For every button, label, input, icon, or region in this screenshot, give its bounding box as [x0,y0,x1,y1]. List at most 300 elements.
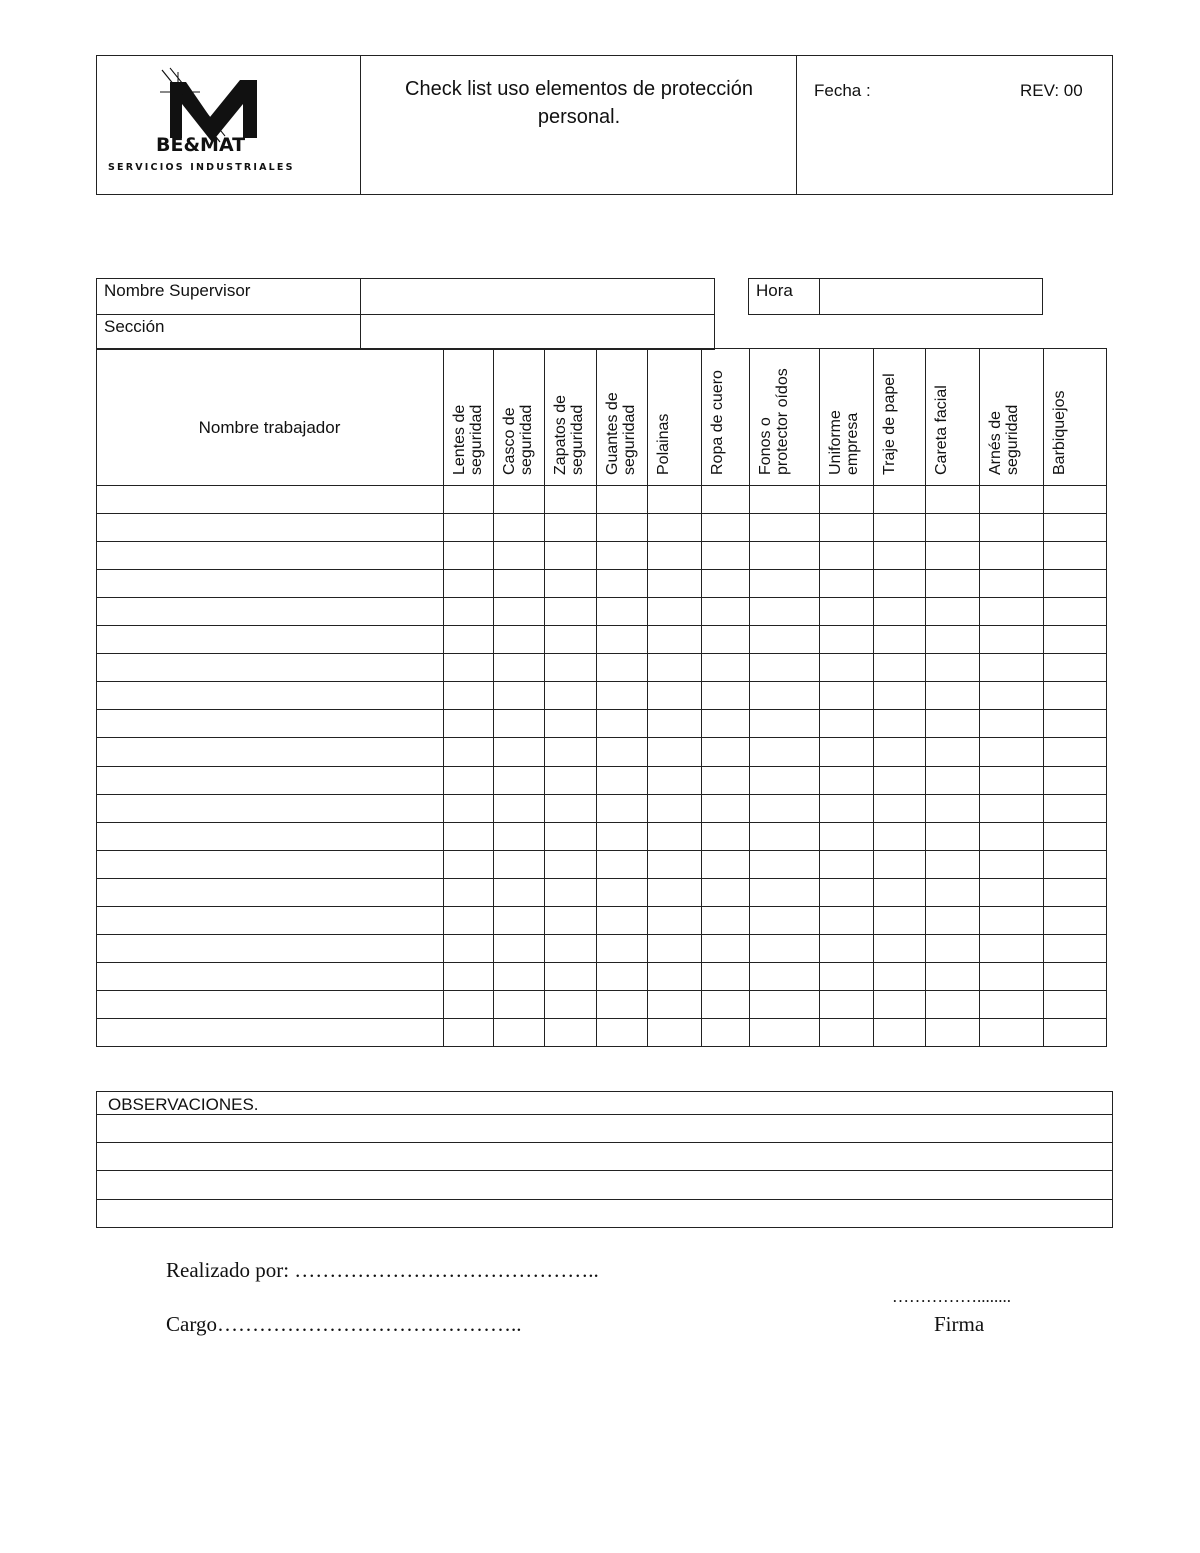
check-cell[interactable] [751,908,817,932]
worker-name-cell[interactable] [98,627,441,651]
check-cell[interactable] [875,711,923,735]
check-cell[interactable] [598,711,645,735]
check-cell[interactable] [445,768,491,792]
check-cell[interactable] [703,852,747,876]
check-cell[interactable] [445,627,491,651]
check-cell[interactable] [751,852,817,876]
check-cell[interactable] [598,571,645,595]
check-cell[interactable] [875,796,923,820]
check-cell[interactable] [495,908,542,932]
check-cell[interactable] [703,739,747,763]
check-cell[interactable] [821,487,871,511]
logo-tagline: SERVICIOS INDUSTRIALES [108,162,295,173]
check-cell[interactable] [546,655,594,679]
check-cell[interactable] [875,683,923,707]
check-cell[interactable] [598,880,645,904]
check-cell[interactable] [927,599,977,623]
check-cell[interactable] [875,908,923,932]
check-cell[interactable] [1045,964,1105,988]
check-cell[interactable] [875,599,923,623]
check-cell[interactable] [751,796,817,820]
check-cell[interactable] [751,992,817,1016]
worker-name-cell[interactable] [98,908,441,932]
check-cell[interactable] [445,796,491,820]
header-divider-2 [796,55,797,195]
check-cell[interactable] [927,1020,977,1044]
check-cell[interactable] [495,936,542,960]
check-cell[interactable] [598,487,645,511]
check-cell[interactable] [751,711,817,735]
check-cell[interactable] [546,515,594,539]
check-cell[interactable] [649,852,699,876]
worker-name-cell[interactable] [98,796,441,820]
check-cell[interactable] [751,571,817,595]
check-cell[interactable] [649,627,699,651]
check-cell[interactable] [598,1020,645,1044]
check-cell[interactable] [751,964,817,988]
check-cell[interactable] [1045,627,1105,651]
check-cell[interactable] [1045,683,1105,707]
check-cell[interactable] [445,571,491,595]
firma-label: Firma [934,1312,985,1336]
check-cell[interactable] [751,683,817,707]
check-cell[interactable] [927,880,977,904]
check-cell[interactable] [546,1020,594,1044]
check-cell[interactable] [875,880,923,904]
check-cell[interactable] [546,992,594,1016]
check-cell[interactable] [927,796,977,820]
check-cell[interactable] [445,683,491,707]
column-divider [819,348,820,1046]
check-cell[interactable] [821,824,871,848]
check-cell[interactable] [821,1020,871,1044]
check-cell[interactable] [751,1020,817,1044]
check-cell[interactable] [495,992,542,1016]
check-cell[interactable] [927,571,977,595]
supervisor-field[interactable] [362,280,712,313]
check-cell[interactable] [751,824,817,848]
worker-name-cell[interactable] [98,739,441,763]
column-divider [979,348,980,1046]
column-header: Guantes de seguridad [604,392,638,475]
check-cell[interactable] [1045,1020,1105,1044]
check-cell[interactable] [703,515,747,539]
check-cell[interactable] [598,683,645,707]
check-cell[interactable] [981,515,1041,539]
check-cell[interactable] [649,711,699,735]
worker-name-cell[interactable] [98,768,441,792]
check-cell[interactable] [875,964,923,988]
check-cell[interactable] [875,543,923,567]
check-cell[interactable] [1045,880,1105,904]
column-divider [493,348,494,1046]
worker-name-cell[interactable] [98,936,441,960]
check-cell[interactable] [445,908,491,932]
check-cell[interactable] [821,683,871,707]
check-cell[interactable] [649,543,699,567]
check-cell[interactable] [821,796,871,820]
worker-name-cell[interactable] [98,543,441,567]
check-cell[interactable] [927,908,977,932]
check-cell[interactable] [927,683,977,707]
check-cell[interactable] [875,1020,923,1044]
check-cell[interactable] [981,739,1041,763]
column-header: Careta facial [933,385,950,475]
check-cell[interactable] [598,543,645,567]
check-cell[interactable] [546,964,594,988]
check-cell[interactable] [1045,936,1105,960]
check-cell[interactable] [751,768,817,792]
check-cell[interactable] [649,824,699,848]
check-cell[interactable] [927,936,977,960]
check-cell[interactable] [546,796,594,820]
check-cell[interactable] [649,796,699,820]
check-cell[interactable] [821,936,871,960]
check-cell[interactable] [751,543,817,567]
check-cell[interactable] [546,936,594,960]
check-cell[interactable] [981,683,1041,707]
check-cell[interactable] [445,515,491,539]
check-cell[interactable] [751,627,817,651]
check-cell[interactable] [598,768,645,792]
check-cell[interactable] [598,627,645,651]
table-row [96,850,1107,851]
check-cell[interactable] [495,739,542,763]
column-header: Barbiquejos [1051,390,1068,475]
check-cell[interactable] [598,908,645,932]
check-cell[interactable] [1045,487,1105,511]
check-cell[interactable] [981,1020,1041,1044]
column-divider [1043,348,1044,1046]
logo-name: BE&MAT [156,134,246,156]
check-cell[interactable] [927,992,977,1016]
check-cell[interactable] [1045,599,1105,623]
table-row [96,934,1107,935]
check-cell[interactable] [875,936,923,960]
check-cell[interactable] [703,796,747,820]
check-cell[interactable] [445,880,491,904]
check-cell[interactable] [445,599,491,623]
check-cell[interactable] [649,768,699,792]
column-divider [596,348,597,1046]
check-cell[interactable] [1045,768,1105,792]
check-cell[interactable] [751,936,817,960]
check-cell[interactable] [598,936,645,960]
check-cell[interactable] [1045,515,1105,539]
check-cell[interactable] [1045,824,1105,848]
check-cell[interactable] [981,796,1041,820]
check-cell[interactable] [598,964,645,988]
check-cell[interactable] [703,627,747,651]
check-cell[interactable] [751,880,817,904]
check-cell[interactable] [598,515,645,539]
check-cell[interactable] [821,627,871,651]
check-cell[interactable] [981,936,1041,960]
check-cell[interactable] [981,852,1041,876]
worker-name-cell[interactable] [98,683,441,707]
check-cell[interactable] [821,543,871,567]
check-cell[interactable] [751,487,817,511]
check-cell[interactable] [546,852,594,876]
check-cell[interactable] [821,739,871,763]
check-cell[interactable] [751,655,817,679]
check-cell[interactable] [927,655,977,679]
worker-name-cell[interactable] [98,571,441,595]
check-cell[interactable] [598,852,645,876]
check-cell[interactable] [875,655,923,679]
check-cell[interactable] [445,1020,491,1044]
supervisor-divider [360,278,361,350]
check-cell[interactable] [927,515,977,539]
check-cell[interactable] [981,655,1041,679]
check-cell[interactable] [875,515,923,539]
rev-label: REV: 00 [1020,81,1083,100]
table-row [96,597,1107,598]
check-cell[interactable] [751,599,817,623]
check-cell[interactable] [445,487,491,511]
check-cell[interactable] [927,627,977,651]
check-cell[interactable] [981,880,1041,904]
worker-name-cell[interactable] [98,964,441,988]
column-header: Polainas [655,413,672,475]
check-cell[interactable] [927,964,977,988]
check-cell[interactable] [495,599,542,623]
check-cell[interactable] [495,627,542,651]
check-cell[interactable] [875,571,923,595]
check-cell[interactable] [546,880,594,904]
document-title: Check list uso elementos de protección personal. [405,78,753,128]
check-cell[interactable] [703,908,747,932]
check-cell[interactable] [981,627,1041,651]
check-cell[interactable] [546,543,594,567]
table-row [96,906,1107,907]
check-cell[interactable] [445,964,491,988]
check-cell[interactable] [1045,908,1105,932]
hora-field[interactable] [821,280,1041,313]
check-cell[interactable] [821,852,871,876]
check-cell[interactable] [981,768,1041,792]
worker-name-cell[interactable] [98,880,441,904]
worker-name-cell[interactable] [98,487,441,511]
check-cell[interactable] [875,487,923,511]
check-cell[interactable] [981,992,1041,1016]
check-cell[interactable] [821,964,871,988]
check-cell[interactable] [981,964,1041,988]
check-cell[interactable] [875,852,923,876]
worker-name-cell[interactable] [98,599,441,623]
check-cell[interactable] [546,908,594,932]
column-divider [443,348,444,1046]
seccion-field[interactable] [362,316,712,349]
check-cell[interactable] [649,739,699,763]
column-header: Casco de seguridad [501,404,535,475]
check-cell[interactable] [445,992,491,1016]
check-cell[interactable] [649,571,699,595]
check-cell[interactable] [495,683,542,707]
table-row [96,822,1107,823]
column-header: Lentes de seguridad [451,404,485,475]
check-cell[interactable] [875,824,923,848]
worker-name-cell[interactable] [98,1020,441,1044]
check-cell[interactable] [821,515,871,539]
check-cell[interactable] [821,711,871,735]
check-cell[interactable] [703,571,747,595]
check-cell[interactable] [598,992,645,1016]
check-cell[interactable] [1045,711,1105,735]
check-cell[interactable] [981,824,1041,848]
check-cell[interactable] [445,739,491,763]
check-cell[interactable] [927,768,977,792]
check-cell[interactable] [875,739,923,763]
check-cell[interactable] [649,1020,699,1044]
check-cell[interactable] [649,683,699,707]
check-cell[interactable] [495,711,542,735]
hora-label: Hora [756,281,793,300]
check-cell[interactable] [1045,543,1105,567]
check-cell[interactable] [445,936,491,960]
check-cell[interactable] [751,739,817,763]
check-cell[interactable] [703,992,747,1016]
check-cell[interactable] [821,768,871,792]
check-cell[interactable] [703,880,747,904]
check-cell[interactable] [981,711,1041,735]
header-row-line [96,485,1107,486]
column-divider [544,348,545,1046]
table-row [96,653,1107,654]
check-cell[interactable] [445,655,491,679]
check-cell[interactable] [546,599,594,623]
check-cell[interactable] [875,768,923,792]
check-cell[interactable] [1045,739,1105,763]
hora-divider [819,278,820,315]
check-cell[interactable] [927,711,977,735]
column-divider [701,348,702,1046]
check-cell[interactable] [649,964,699,988]
check-cell[interactable] [495,515,542,539]
check-cell[interactable] [981,543,1041,567]
check-cell[interactable] [703,655,747,679]
check-cell[interactable] [598,655,645,679]
table-row [96,569,1107,570]
check-cell[interactable] [598,739,645,763]
check-cell[interactable] [1045,992,1105,1016]
worker-name-cell[interactable] [98,852,441,876]
check-cell[interactable] [981,571,1041,595]
check-cell[interactable] [495,1020,542,1044]
check-cell[interactable] [703,964,747,988]
table-row [96,962,1107,963]
check-cell[interactable] [445,711,491,735]
check-cell[interactable] [546,711,594,735]
check-cell[interactable] [649,655,699,679]
check-cell[interactable] [546,627,594,651]
check-cell[interactable] [927,852,977,876]
check-cell[interactable] [495,571,542,595]
check-cell[interactable] [703,824,747,848]
check-cell[interactable] [927,739,977,763]
check-cell[interactable] [649,936,699,960]
check-cell[interactable] [649,908,699,932]
worker-name-cell[interactable] [98,515,441,539]
check-cell[interactable] [981,599,1041,623]
worker-name-cell[interactable] [98,824,441,848]
check-cell[interactable] [495,880,542,904]
check-cell[interactable] [445,852,491,876]
check-cell[interactable] [751,515,817,539]
check-cell[interactable] [821,992,871,1016]
check-cell[interactable] [598,824,645,848]
check-cell[interactable] [495,824,542,848]
check-cell[interactable] [981,487,1041,511]
check-cell[interactable] [821,571,871,595]
check-cell[interactable] [1045,655,1105,679]
check-cell[interactable] [495,796,542,820]
check-cell[interactable] [649,599,699,623]
check-cell[interactable] [703,543,747,567]
check-cell[interactable] [445,543,491,567]
check-cell[interactable] [495,487,542,511]
check-cell[interactable] [598,599,645,623]
check-cell[interactable] [875,627,923,651]
check-cell[interactable] [649,515,699,539]
check-cell[interactable] [649,487,699,511]
check-cell[interactable] [927,487,977,511]
check-cell[interactable] [546,487,594,511]
check-cell[interactable] [495,655,542,679]
obs-line-1 [96,1114,1113,1115]
check-cell[interactable] [546,683,594,707]
check-cell[interactable] [546,739,594,763]
check-cell[interactable] [495,852,542,876]
check-cell[interactable] [649,880,699,904]
check-cell[interactable] [1045,852,1105,876]
worker-name-cell[interactable] [98,992,441,1016]
check-cell[interactable] [546,824,594,848]
observaciones-field[interactable] [98,1116,1111,1226]
check-cell[interactable] [546,571,594,595]
check-cell[interactable] [546,768,594,792]
check-cell[interactable] [703,936,747,960]
check-cell[interactable] [703,599,747,623]
check-cell[interactable] [649,992,699,1016]
table-row [96,737,1107,738]
worker-name-cell[interactable] [98,711,441,735]
check-cell[interactable] [821,655,871,679]
check-cell[interactable] [495,964,542,988]
table-row [96,709,1107,710]
check-cell[interactable] [1045,796,1105,820]
check-cell[interactable] [1045,571,1105,595]
check-cell[interactable] [703,768,747,792]
check-cell[interactable] [703,711,747,735]
name-column-header: Nombre trabajador [198,418,341,437]
check-cell[interactable] [821,880,871,904]
check-cell[interactable] [703,683,747,707]
worker-name-cell[interactable] [98,655,441,679]
check-cell[interactable] [927,824,977,848]
check-cell[interactable] [445,824,491,848]
check-cell[interactable] [981,908,1041,932]
check-cell[interactable] [703,1020,747,1044]
check-cell[interactable] [495,543,542,567]
check-cell[interactable] [821,599,871,623]
check-cell[interactable] [495,768,542,792]
check-cell[interactable] [598,796,645,820]
check-cell[interactable] [875,992,923,1016]
check-cell[interactable] [703,487,747,511]
check-cell[interactable] [821,908,871,932]
check-cell[interactable] [927,543,977,567]
